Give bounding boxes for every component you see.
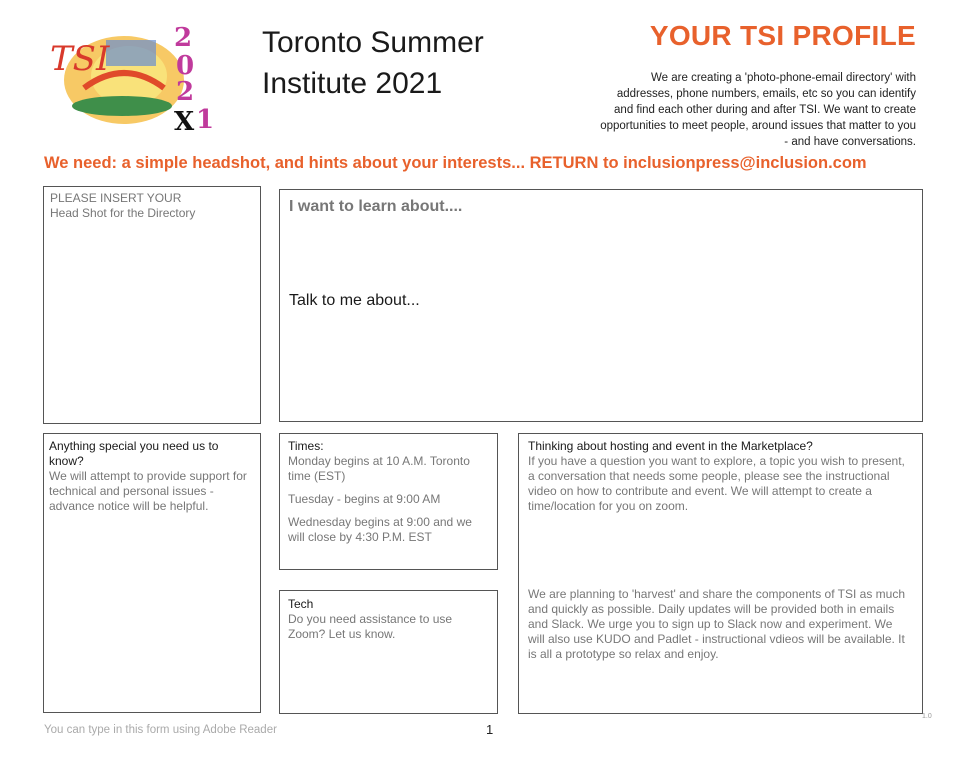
tech-heading: Tech xyxy=(288,597,314,611)
times-box xyxy=(279,433,498,570)
page-number: 1 xyxy=(486,722,494,737)
times-heading: Times: xyxy=(288,439,324,453)
special-needs-field[interactable] xyxy=(43,433,261,713)
profile-title: YOUR TSI PROFILE xyxy=(649,20,916,51)
interests-field[interactable] xyxy=(279,189,923,422)
headshot-field[interactable] xyxy=(43,186,261,424)
headshot-label-1: PLEASE INSERT YOUR xyxy=(50,191,182,205)
times-monday: Monday begins at 10 A.M. Toronto time (EST) xyxy=(288,454,470,483)
svg-text:0: 0 xyxy=(176,51,195,81)
marketplace-field[interactable] xyxy=(518,433,923,714)
title-line-2: Institute 2021 xyxy=(262,67,443,100)
times-tuesday: Tuesday - begins at 9:00 AM xyxy=(288,492,441,506)
times-wednesday: Wednesday begins at 9:00 and we will close by 4:30 P.M. EST xyxy=(288,515,472,544)
learn-heading: I want to learn about.... xyxy=(289,198,463,215)
marketplace-heading: Thinking about hosting and event in the Marketplace? xyxy=(528,439,813,453)
special-body: We will attempt to provide support for technical and personal issues - advance notice will be helpful. xyxy=(49,469,247,513)
marketplace-body: If you have a question you want to explore, a topic you wish to present, a conversation that needs some people, please see the instructional video on how to contribute and event. We will attempt to create a time/location for you on zoom. xyxy=(528,454,905,513)
footer-note: You can type in this form using Adobe Reader xyxy=(44,724,277,736)
intro-text: We are creating a 'photo-phone-email directory' with addresses, phone numbers, emails, etc so you can identify and find each other during and after TSI. We want to create opportunities to meet people, around issues that matter to you - and have conversations. xyxy=(600,72,916,148)
tech-field[interactable] xyxy=(279,590,498,714)
title-line-1: Toronto Summer xyxy=(262,26,484,59)
tech-body: Do you need assistance to use Zoom? Let us know. xyxy=(288,612,453,641)
page-title xyxy=(262,22,582,104)
headshot-label-2: Head Shot for the Directory xyxy=(50,206,196,220)
marketplace-harvest: We are planning to 'harvest' and share the components of TSI as much and quickly as possible. Daily updates will be provided both in emails and Slack. We urge you to sign up to Slack now and experiment. We will also use KUDO and Padlet - instructional vdieos will be available. It is all a prototype so relax and enjoy. xyxy=(528,587,906,661)
svg-text:1: 1 xyxy=(196,105,215,135)
svg-text:2: 2 xyxy=(176,77,195,107)
talk-heading: Talk to me about... xyxy=(289,292,420,309)
svg-text:TSI: TSI xyxy=(50,39,110,79)
need-banner: We need: a simple headshot, and hints about your interests... RETURN to inclusionpress@inclusion.com xyxy=(44,154,867,172)
version-label: 1.0 xyxy=(922,713,932,720)
svg-text:2: 2 xyxy=(174,23,193,53)
svg-text:X: X xyxy=(174,107,195,137)
tsi-logo xyxy=(44,18,226,138)
special-heading: Anything special you need us to know? xyxy=(49,439,219,468)
